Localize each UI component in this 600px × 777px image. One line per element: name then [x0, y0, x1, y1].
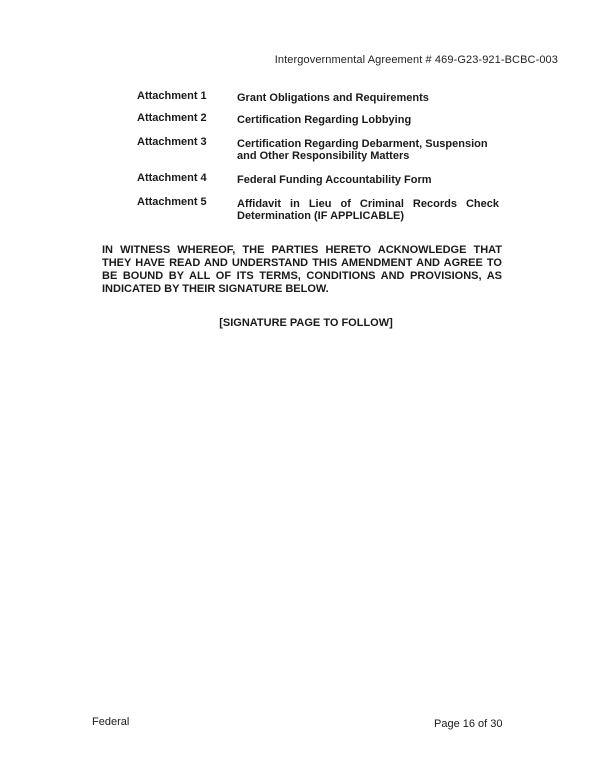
attachment-description: Certification Regarding Lobbying [237, 114, 412, 126]
attachment-number: Attachment 4 [137, 172, 207, 184]
attachment-description: Grant Obligations and Requirements [237, 92, 429, 104]
page-number: Page 16 of 30 [434, 718, 503, 730]
footer-label: Federal [92, 716, 130, 728]
attachment-number: Attachment 2 [137, 112, 207, 124]
attachment-number: Attachment 5 [137, 196, 207, 208]
attachment-description: Federal Funding Accountability Form [237, 174, 432, 186]
attachment-number: Attachment 1 [137, 90, 207, 102]
signature-page-note: [SIGNATURE PAGE TO FOLLOW] [219, 317, 393, 329]
attachment-description: Affidavit in Lieu of Criminal Records Check Determination (IF APPLICABLE) [237, 198, 499, 222]
agreement-number-header: Intergovernmental Agreement # 469-G23-921-BCBC-003 [274, 54, 558, 66]
witness-statement: IN WITNESS WHEREOF, THE PARTIES HERETO ACKNOWLEDGE THAT THEY HAVE READ AND UNDERSTAND THIS AMENDMENT AND AGREE TO BE BOUND BY ALL OF ITS TERMS, CONDITIONS AND PROVISIONS, AS INDICATED BY THEIR SIGNATURE BELOW. [102, 244, 502, 295]
attachment-description: Certification Regarding Debarment, Suspension and Other Responsibility Matters [237, 138, 488, 162]
attachment-number: Attachment 3 [137, 136, 207, 148]
